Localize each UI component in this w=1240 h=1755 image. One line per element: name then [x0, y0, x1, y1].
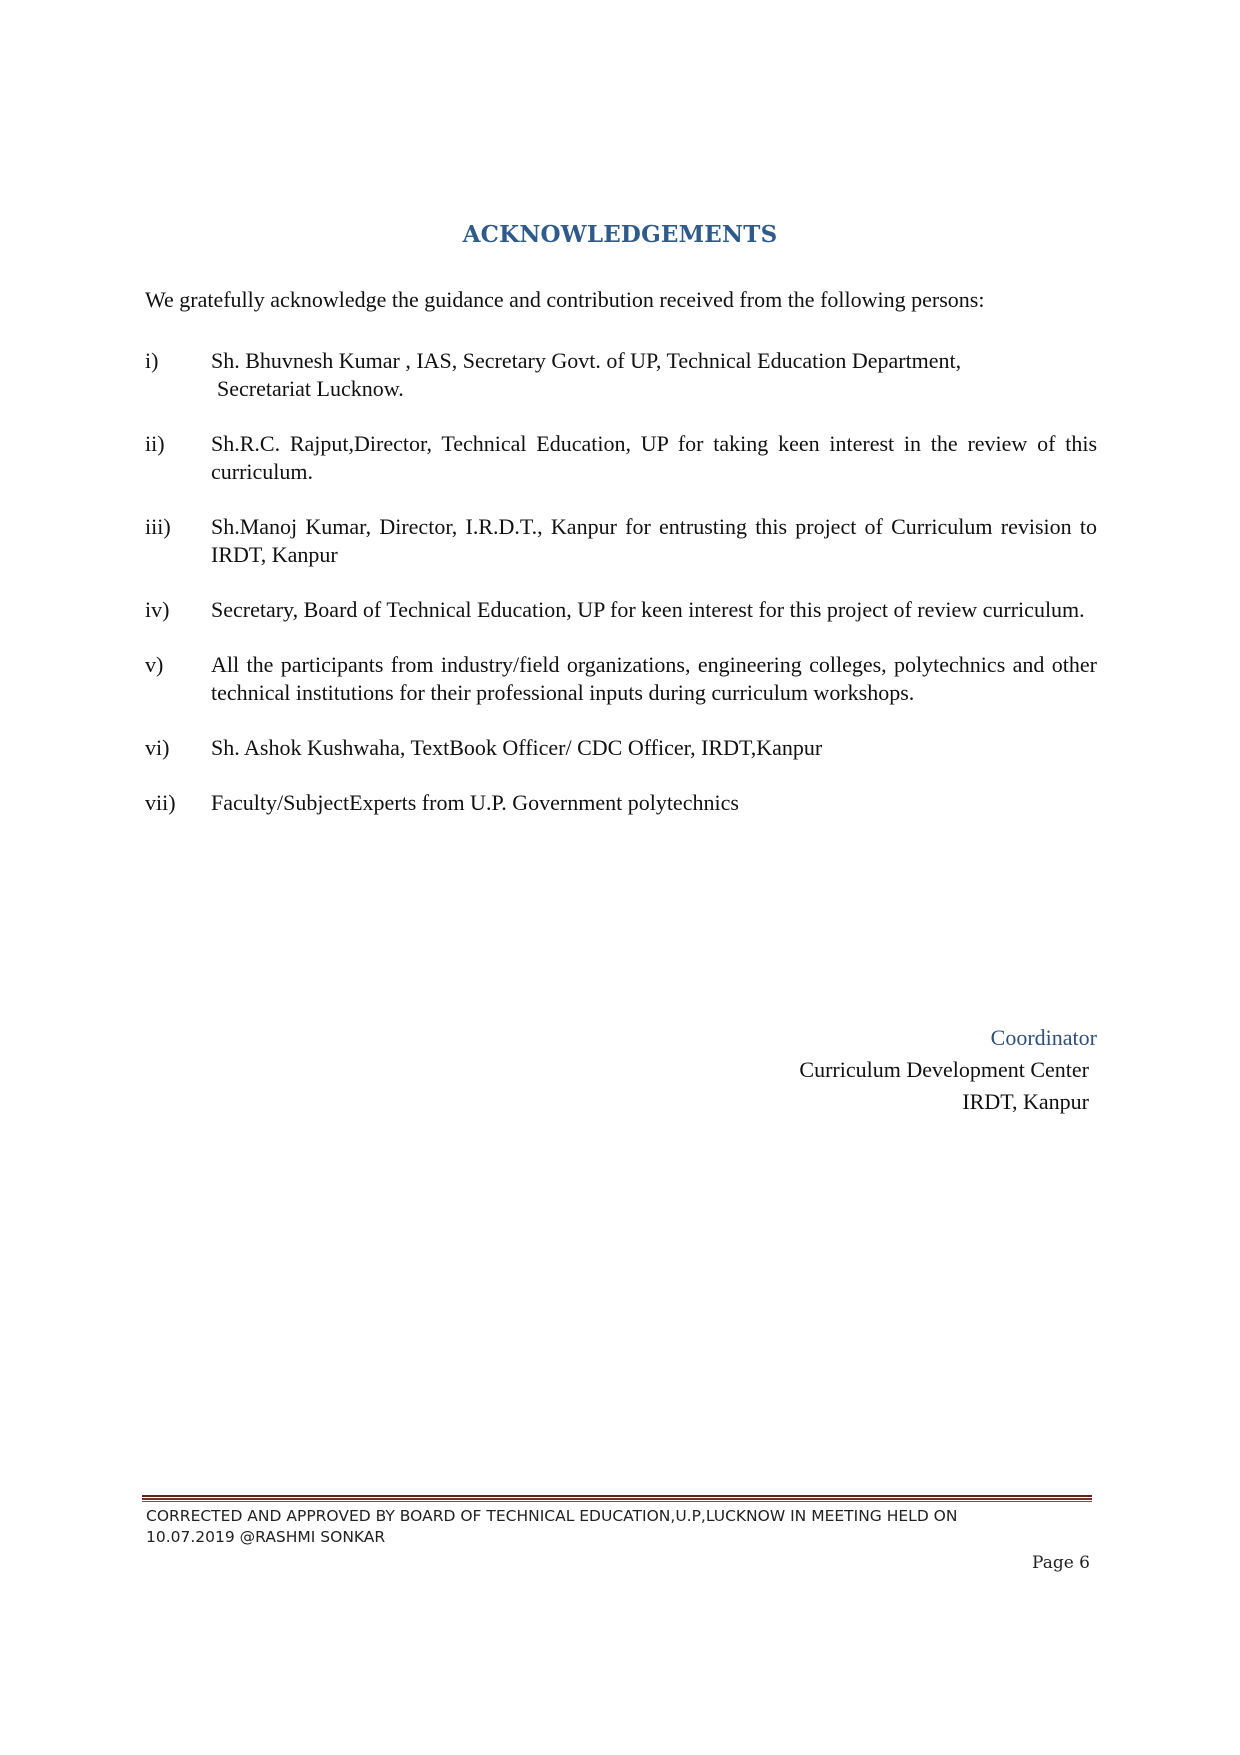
- list-item: [145, 734, 1097, 762]
- signature-location: IRDT, Kanpur: [962, 1089, 1089, 1114]
- signature-organization: Curriculum Development Center: [799, 1057, 1089, 1082]
- list-item: [145, 596, 1097, 624]
- list-item: [145, 347, 1097, 403]
- list-item: [145, 789, 1097, 817]
- list-item-text-continued: Secretariat Lucknow.: [217, 376, 404, 401]
- list-item-text: Sh. Ashok Kushwaha, TextBook Officer/ CDC Officer, IRDT,Kanpur: [211, 735, 823, 760]
- list-item-text: Secretary, Board of Technical Education, UP for keen interest for this project of review curriculum.: [211, 597, 1085, 622]
- page-number: Page 6: [1032, 1553, 1090, 1573]
- list-item-number: v): [145, 652, 164, 677]
- footer-note: [146, 1506, 1096, 1548]
- list-item: [145, 430, 1097, 486]
- intro-paragraph: We gratefully acknowledge the guidance and contribution received from the following persons:: [145, 287, 985, 312]
- list-item-number: iv): [145, 597, 170, 622]
- list-item-number: vii): [145, 790, 176, 815]
- list-item-text: Faculty/SubjectExperts from U.P. Government polytechnics: [211, 790, 739, 815]
- list-item-number: ii): [145, 431, 165, 456]
- list-item-text: Sh.Manoj Kumar, Director, I.R.D.T., Kanpur for entrusting this project of Curriculum revision to IRDT, Kanpur: [211, 514, 1097, 567]
- footer-line-2: 10.07.2019 @RASHMI SONKAR: [146, 1528, 386, 1546]
- list-item-text: All the participants from industry/field organizations, engineering colleges, polytechnics and other technical institutions for their professional inputs during curriculum workshops.: [211, 652, 1097, 705]
- list-item-text: Sh.R.C. Rajput,Director, Technical Education, UP for taking keen interest in the review of this curriculum.: [211, 431, 1097, 484]
- footer-line-1: CORRECTED AND APPROVED BY BOARD OF TECHNICAL EDUCATION,U.P,LUCKNOW IN MEETING HELD ON: [146, 1507, 958, 1525]
- signature-role: Coordinator: [990, 1025, 1097, 1050]
- list-item: [145, 651, 1097, 707]
- list-item-number: i): [145, 348, 159, 373]
- acknowledgement-list: [145, 347, 1097, 844]
- list-item-number: iii): [145, 514, 171, 539]
- list-item-text: Sh. Bhuvnesh Kumar , IAS, Secretary Govt. of UP, Technical Education Department,: [211, 348, 962, 373]
- page-title: ACKNOWLEDGEMENTS: [462, 221, 778, 248]
- list-item: [145, 513, 1097, 569]
- list-item-number: vi): [145, 735, 170, 760]
- footer-divider: [142, 1495, 1092, 1502]
- signature-block: [799, 1022, 1097, 1118]
